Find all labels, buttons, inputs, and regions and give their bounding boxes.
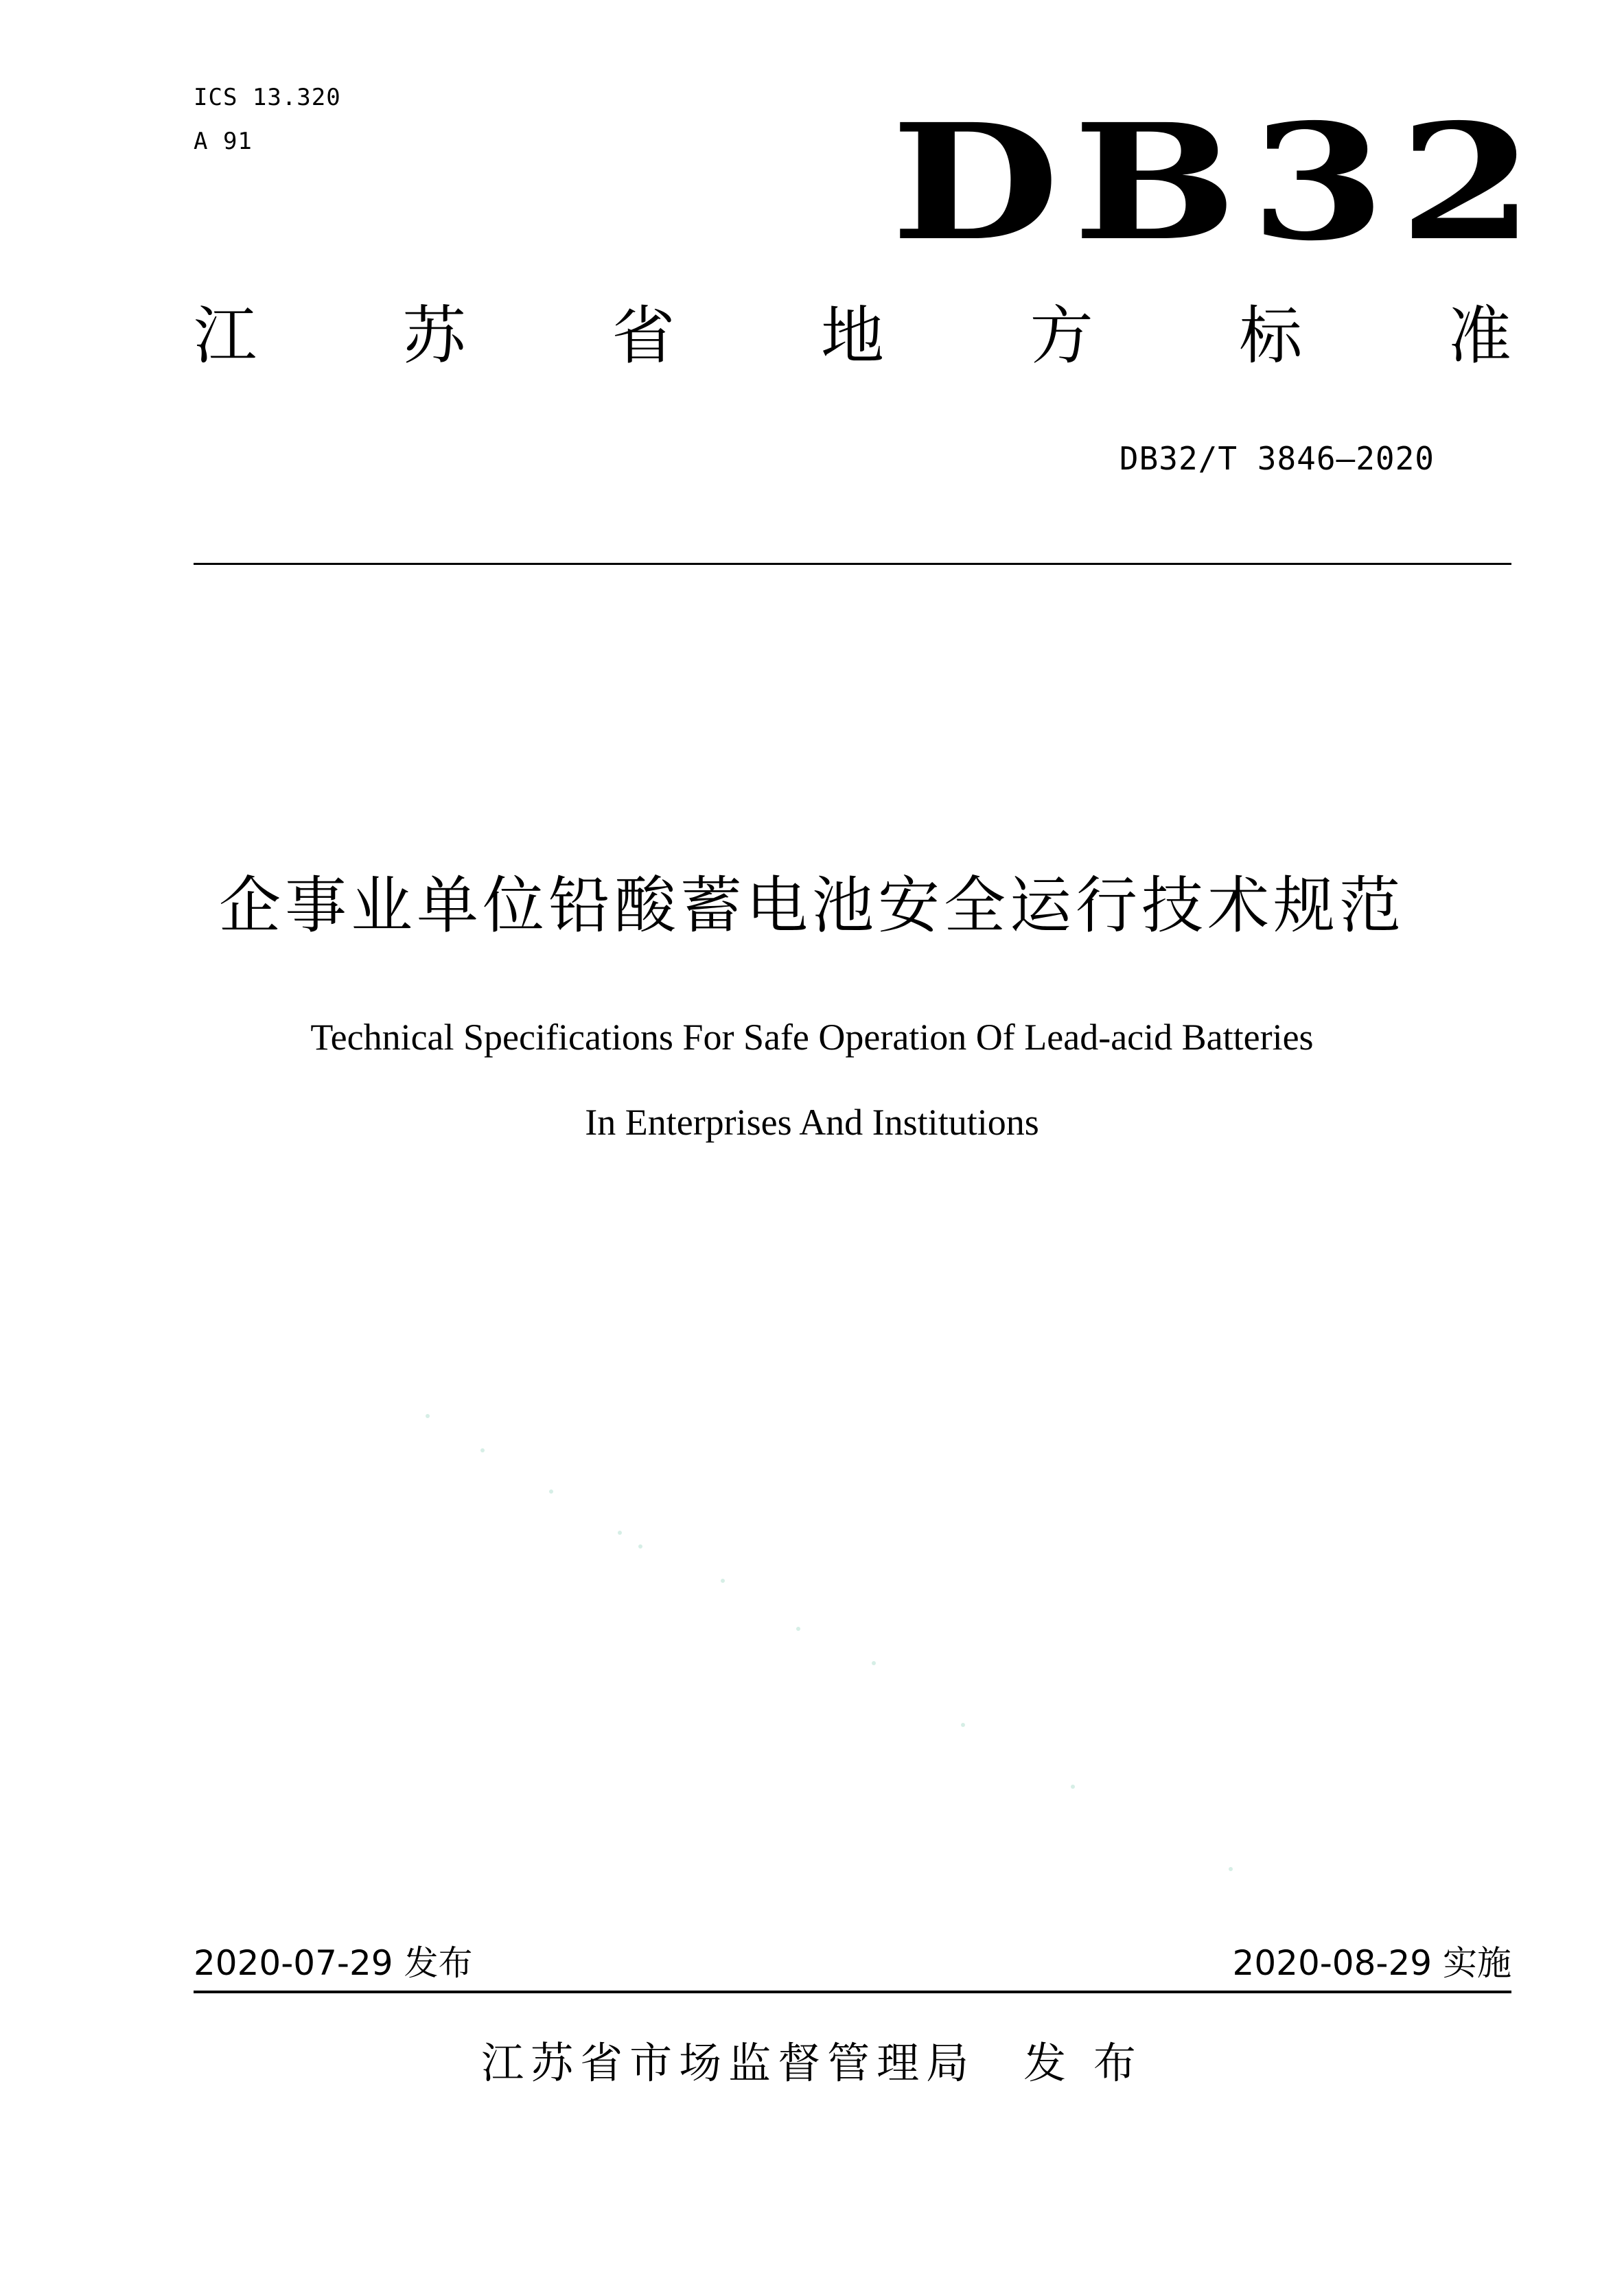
standard-type-heading xyxy=(194,295,1511,378)
standard-type-char: 准 xyxy=(1448,299,1511,373)
issue-date: 2020-07-29 发布 xyxy=(194,1943,473,1983)
standard-type-char: 方 xyxy=(1030,299,1093,373)
english-title-line-1: Technical Specifications For Safe Operation Of Lead-acid Batteries xyxy=(310,1017,1314,1058)
standard-type-char: 省 xyxy=(612,299,675,373)
standard-number: DB32/T 3846—2020 xyxy=(1119,440,1435,477)
bottom-divider xyxy=(194,1991,1511,1993)
db32-logo: DB32 xyxy=(891,89,1548,276)
standard-type-char: 苏 xyxy=(402,299,466,373)
issuer-action: 发 布 xyxy=(1023,2038,1143,2088)
standard-type-char: 江 xyxy=(194,299,257,373)
top-divider xyxy=(194,563,1511,565)
issuing-authority xyxy=(0,2036,1624,2091)
implementation-date: 2020-08-29 实施 xyxy=(1232,1943,1511,1983)
standard-type-char: 标 xyxy=(1239,299,1303,373)
chinese-title: 企事业单位铅酸蓄电池安全运行技术规范 xyxy=(219,870,1405,942)
ccs-code: A 91 xyxy=(194,128,253,155)
issuer-name: 江苏省市场监督管理局 xyxy=(481,2038,976,2088)
standard-type-char: 地 xyxy=(820,299,884,373)
ics-code: ICS 13.320 xyxy=(194,84,341,111)
english-title-line-2: In Enterprises And Institutions xyxy=(585,1102,1039,1143)
